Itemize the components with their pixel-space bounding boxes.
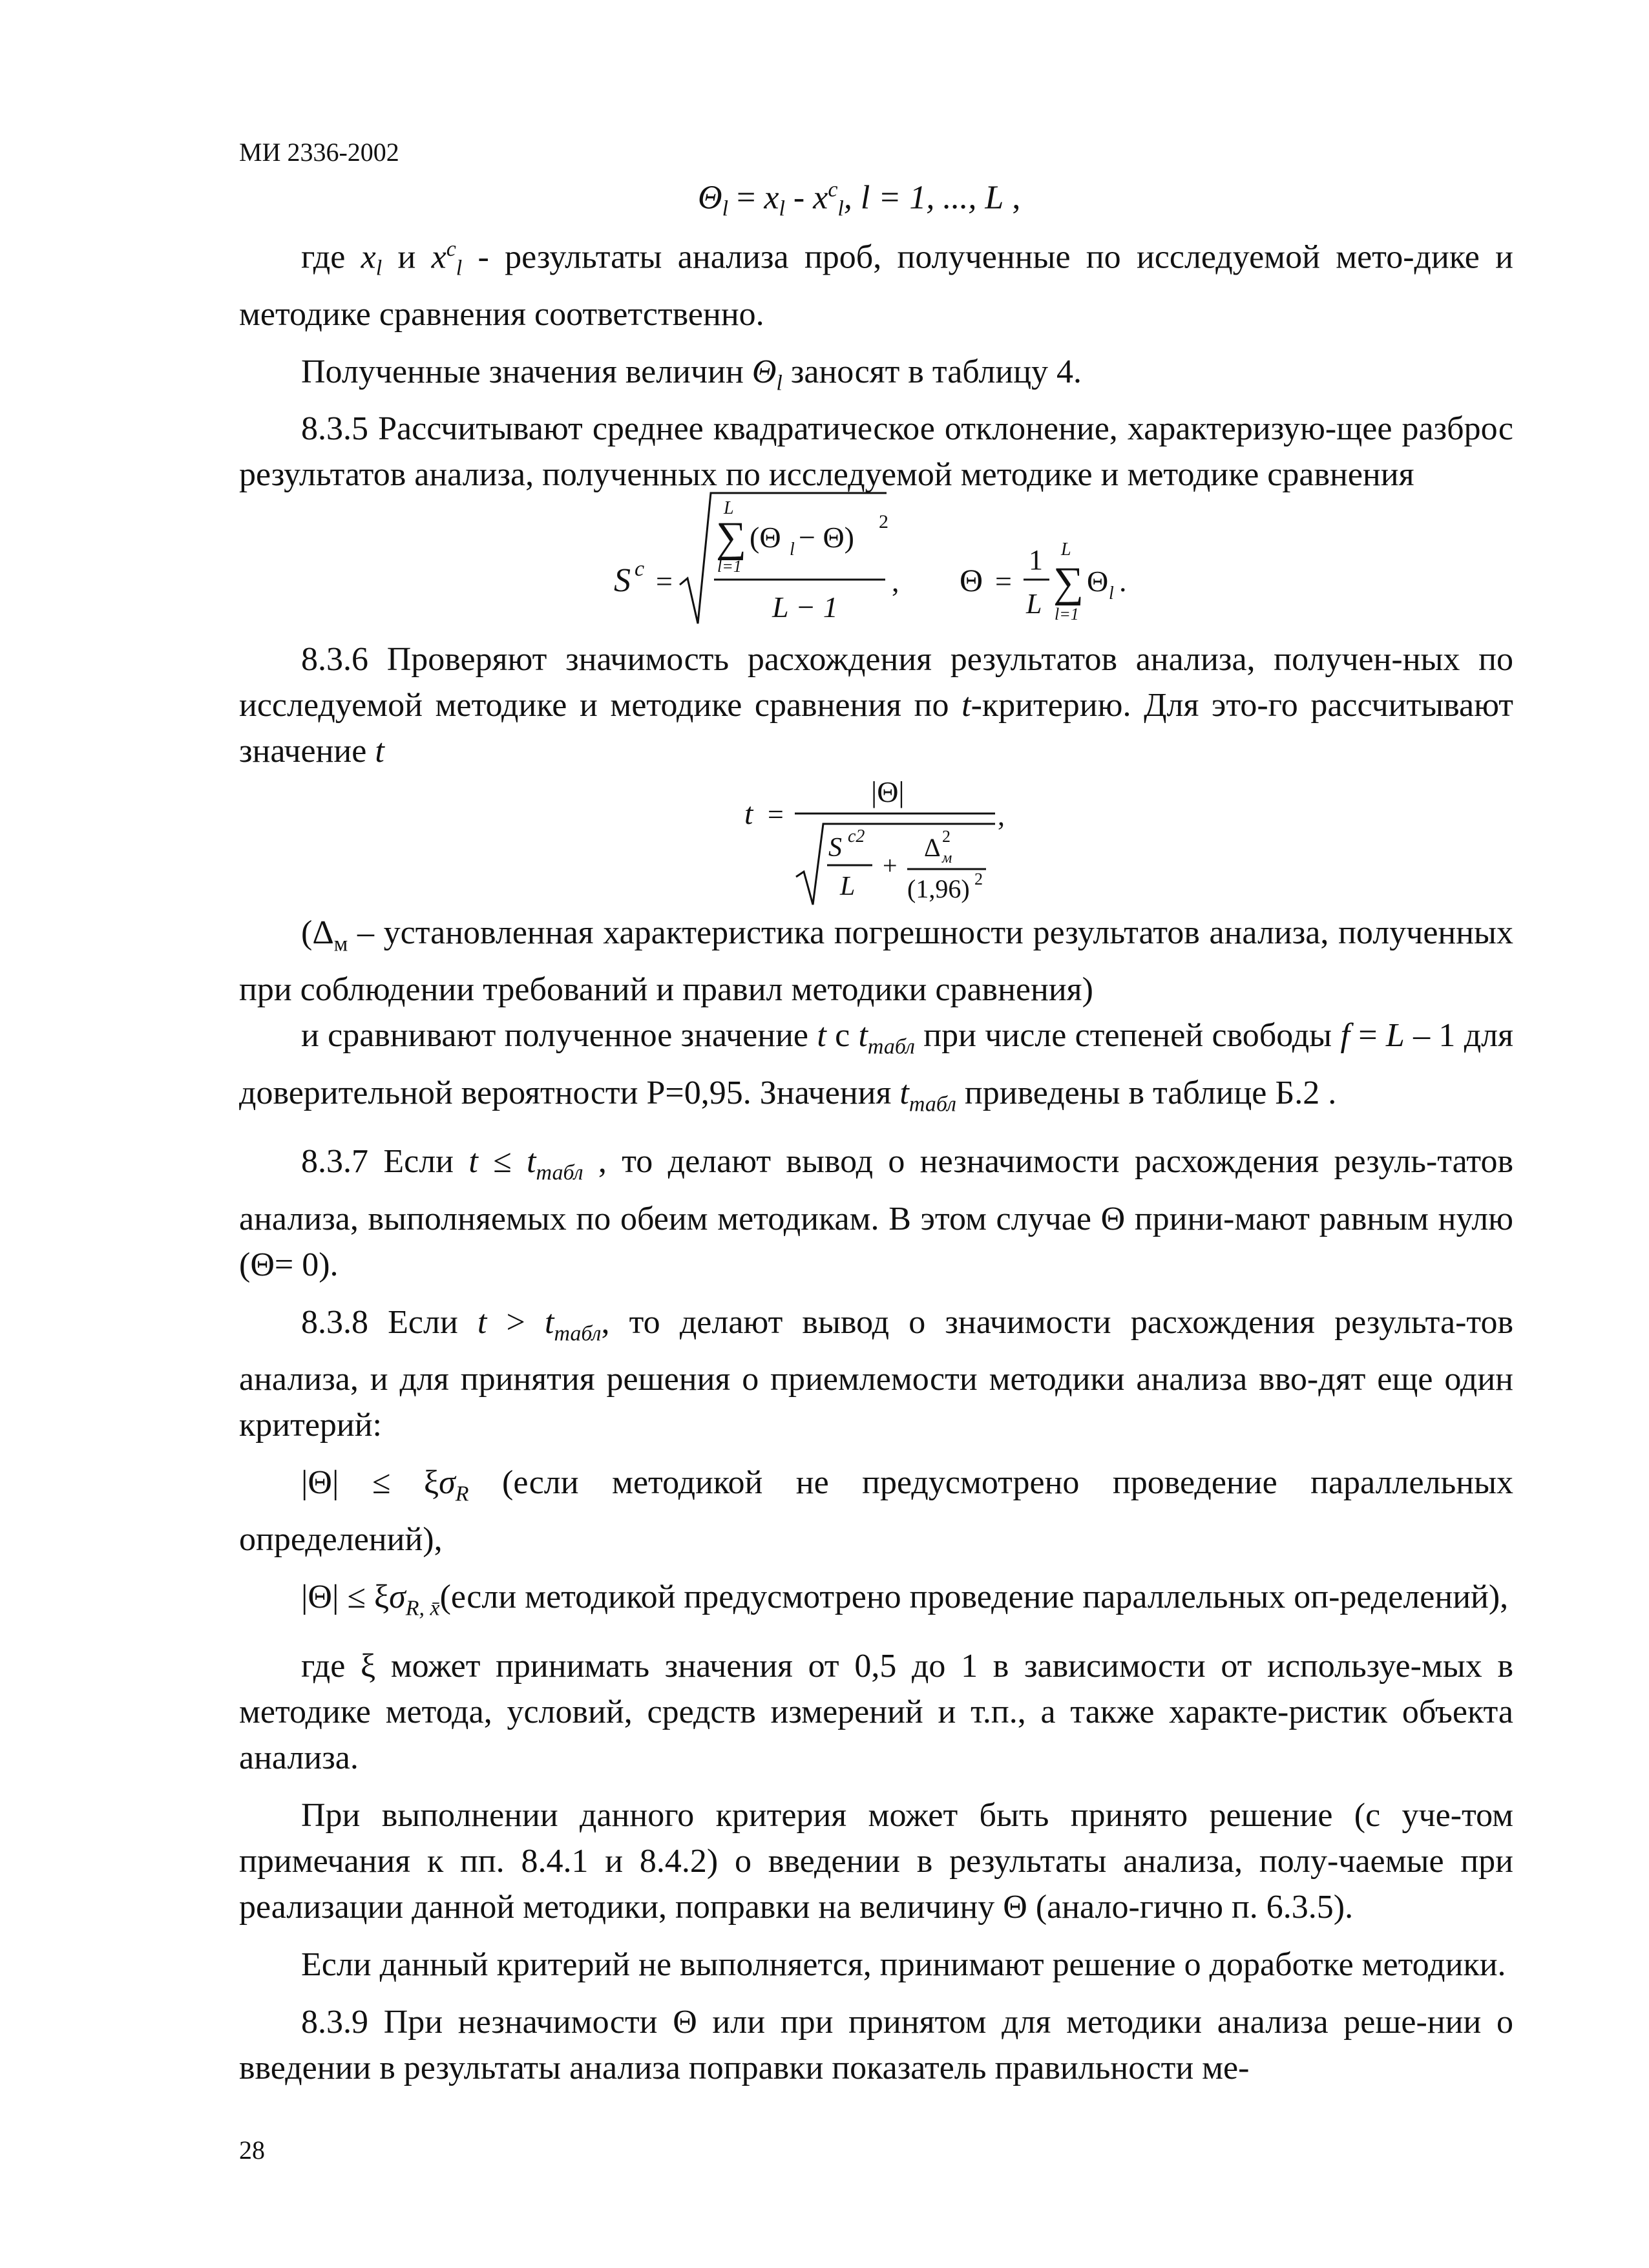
fs-sum2-bottom: l=1 bbox=[1055, 605, 1079, 624]
formula-t-statistic bbox=[737, 766, 1047, 914]
p6-L: L bbox=[1385, 1017, 1405, 1055]
ft-plus: + bbox=[883, 851, 898, 880]
p6-t2: t bbox=[858, 1017, 868, 1055]
fs-theta-l: Θ bbox=[1087, 565, 1109, 598]
p1-x-sub: l bbox=[375, 256, 383, 280]
p2-theta-sub: l bbox=[776, 371, 782, 395]
p4-t2: t bbox=[375, 733, 384, 770]
p10-text-a: |Θ| ≤ ξ bbox=[301, 1579, 390, 1616]
paragraph-values-table4 bbox=[239, 349, 1513, 406]
p9-text-a: |Θ| ≤ ξ bbox=[301, 1464, 439, 1501]
p4-text-a: 8.3.6 Проверяют значимость расхождения результатов анализа, получен-ных по исследуемой методике и методике сравнения по bbox=[239, 641, 1513, 724]
fs-numer-rest: − Θ) bbox=[799, 521, 854, 554]
p1-x2-sup: c bbox=[446, 237, 456, 261]
p1-x2-sub: l bbox=[456, 256, 463, 280]
paragraph-8-3-8 bbox=[239, 1299, 1513, 1448]
ft-delta-sub: м bbox=[942, 850, 952, 866]
p5-text-a: (Δ bbox=[301, 914, 334, 951]
formula-xc-superscript: c bbox=[828, 178, 838, 202]
p7-t2-sub: табл bbox=[536, 1160, 583, 1185]
fs-sum2: ∑ bbox=[1053, 559, 1084, 606]
text-block-2 bbox=[239, 636, 1513, 774]
p8-t2: t bbox=[545, 1303, 554, 1341]
p7-text-b: ≤ bbox=[478, 1143, 527, 1181]
formula-x-subscript: l bbox=[779, 196, 785, 221]
p5-text-b: – установленная характеристика погрешности результатов анализа, полученных при соблюдении требований и правил методики сравнения) bbox=[239, 914, 1513, 1009]
p6-t3-sub: табл bbox=[909, 1092, 956, 1117]
paragraph-compare-t bbox=[239, 1013, 1513, 1127]
p7-t2: t bbox=[527, 1143, 536, 1181]
fs-comma: , bbox=[892, 565, 899, 598]
fs-sum2-top: L bbox=[1061, 540, 1071, 560]
ft-S: S bbox=[828, 833, 842, 863]
p1-x2: x bbox=[431, 238, 446, 276]
paragraph-delta-note bbox=[239, 910, 1513, 1013]
p8-text-a: 8.3.8 Если bbox=[301, 1303, 478, 1341]
text-block-3 bbox=[239, 910, 1513, 2091]
ft-den-sup: 2 bbox=[974, 870, 983, 888]
p4-text-b: -критерию. Для это-го рассчитывают значение bbox=[239, 687, 1514, 770]
p10-sigma: σ bbox=[389, 1579, 406, 1616]
ft-S-sup: c2 bbox=[848, 826, 865, 846]
fs-sum-top: L bbox=[724, 498, 734, 518]
p6-text-d: = bbox=[1349, 1017, 1386, 1055]
paragraph-correction-decision: При выполнении данного критерия может быть принято решение (с уче-том примечания к пп. 8.4.1 и 8.4.2) о введении в результаты анализа, полу-чаемые при реализации данной методики, поправки на величину Θ (анало-гично п. 6.3.5). bbox=[239, 1796, 1513, 1926]
fs-eq2: = bbox=[995, 565, 1012, 598]
formula-range: , l = 1, ..., bbox=[843, 179, 985, 216]
p10-sub: R, x̄ bbox=[405, 1596, 440, 1621]
ft-delta: Δ bbox=[924, 833, 941, 862]
fs-L: L bbox=[1026, 588, 1042, 620]
formula-equals: = bbox=[728, 179, 764, 216]
p6-text-c: при числе степеней свободы bbox=[914, 1017, 1341, 1055]
fs-sum-bottom: l=1 bbox=[717, 557, 742, 576]
p2-text-a: Полученные значения величин bbox=[301, 353, 752, 390]
p8-t2-sub: табл bbox=[554, 1321, 602, 1345]
ft-L: L bbox=[840, 872, 856, 901]
fs-c: c bbox=[635, 557, 645, 581]
p8-text-c: , то делают вывод о значимости расхождения результа-тов анализа, и для принятия решения о приемлемости методики анализа вво-дят еще один критерий: bbox=[239, 1303, 1514, 1444]
paragraph-8-3-9: 8.3.9 При незначимости Θ или при принятом для методики анализа реше-нии о введении в результаты анализа поправки показатель правильности ме- bbox=[239, 2003, 1513, 2086]
fs-one: 1 bbox=[1029, 544, 1043, 576]
ft-t: t bbox=[744, 797, 753, 831]
p7-text-a: 8.3.7 Если bbox=[301, 1143, 469, 1181]
fs-theta: Θ bbox=[960, 562, 983, 598]
paragraph-xi-range: где ξ может принимать значения от 0,5 до 1 в зависимости от используе-мых в методике метода, условий, средств измерений и т.п., а также характе-ристик объекта анализа. bbox=[239, 1647, 1513, 1776]
p1-x: x bbox=[361, 238, 376, 276]
fs-eq: = bbox=[656, 565, 673, 598]
paragraph-criterion-1 bbox=[239, 1460, 1513, 1562]
p6-f: f bbox=[1340, 1017, 1350, 1055]
p9-text-b: (если методикой не предусмотрено проведение параллельных определений), bbox=[239, 1464, 1513, 1559]
ft-den: (1,96) bbox=[907, 874, 970, 903]
p2-theta: Θ bbox=[751, 353, 777, 390]
paragraph-8-3-6 bbox=[239, 636, 1513, 774]
fs-theta-l-sub: l bbox=[1109, 583, 1114, 604]
paragraph-criterion-2 bbox=[239, 1574, 1513, 1631]
p5-sub: м bbox=[333, 932, 348, 956]
formula-L: L bbox=[985, 179, 1004, 216]
p10-text-b: (если методикой предусмотрено проведение параллельных оп-ределений), bbox=[439, 1579, 1509, 1616]
p6-text-g: приведены в таблице Б.2 . bbox=[956, 1074, 1337, 1111]
paragraph-rework: Если данный критерий не выполняется, принимают решение о доработке методики. bbox=[301, 1946, 1506, 1983]
fs-sum: ∑ bbox=[716, 514, 747, 561]
fs-S: S bbox=[614, 562, 631, 599]
p6-text-e: – 1 для доверительной вероятности Р=0,95. Значения bbox=[239, 1017, 1514, 1111]
fs-dot: . bbox=[1119, 565, 1127, 598]
p6-text-b: с bbox=[826, 1017, 859, 1055]
formula-theta-symbol: Θ bbox=[698, 179, 722, 216]
formula-standard-deviation bbox=[607, 488, 1163, 636]
p6-t2-sub: табл bbox=[867, 1034, 915, 1059]
formula-minus: - bbox=[784, 179, 814, 216]
p1-text-a: где bbox=[301, 238, 361, 276]
p6-t3: t bbox=[899, 1074, 909, 1111]
p9-sub: R bbox=[455, 1482, 469, 1506]
p8-text-b: > bbox=[487, 1303, 545, 1341]
p9-sigma: σ bbox=[439, 1464, 456, 1501]
theta-definition-formula bbox=[698, 178, 1020, 222]
fs-numer-sub: l bbox=[790, 540, 795, 560]
p1-text-c: - результаты анализа проб, полученные по исследуемой мето-дике и методике сравнения соответственно. bbox=[239, 238, 1514, 333]
paragraph-8-3-5: 8.3.5 Рассчитывают среднее квадратическое отклонение, характеризую-щее разброс результатов анализа, полученных по исследуемой методике и методике сравнения bbox=[239, 410, 1513, 494]
p2-text-b: заносят в таблицу 4. bbox=[782, 353, 1082, 390]
paragraph-where-x bbox=[239, 226, 1513, 337]
text-block-1 bbox=[239, 226, 1513, 498]
fs-denom: L − 1 bbox=[772, 591, 838, 624]
formula-xc: x bbox=[813, 179, 828, 216]
p6-t: t bbox=[817, 1017, 826, 1055]
paragraph-8-3-7 bbox=[239, 1139, 1513, 1287]
p4-t: t bbox=[961, 687, 971, 724]
fs-numer: (Θ bbox=[750, 521, 781, 554]
p7-t: t bbox=[468, 1143, 478, 1181]
document-code: МИ 2336-2002 bbox=[239, 138, 399, 167]
formula-theta-subscript: l bbox=[722, 196, 729, 221]
p6-text-a: и сравнивают полученное значение bbox=[301, 1017, 817, 1055]
p7-text-c: , то делают вывод о незначимости расхождения резуль-татов анализа, выполняемых по обеим методикам. В этом случае Θ прини-мают равным нулю (Θ= 0). bbox=[239, 1143, 1513, 1283]
p1-text-b: и bbox=[382, 238, 432, 276]
formula-xc-subscript: l bbox=[837, 196, 844, 221]
page-number: 28 bbox=[239, 2136, 265, 2165]
ft-delta-sup: 2 bbox=[942, 827, 951, 846]
p8-t: t bbox=[477, 1303, 487, 1341]
ft-comma: , bbox=[998, 800, 1005, 832]
formula-end: , bbox=[1003, 179, 1021, 216]
ft-numer: |Θ| bbox=[871, 775, 905, 808]
formula-x: x bbox=[764, 179, 779, 216]
ft-eq: = bbox=[768, 799, 784, 830]
fs-sq: 2 bbox=[879, 511, 888, 532]
